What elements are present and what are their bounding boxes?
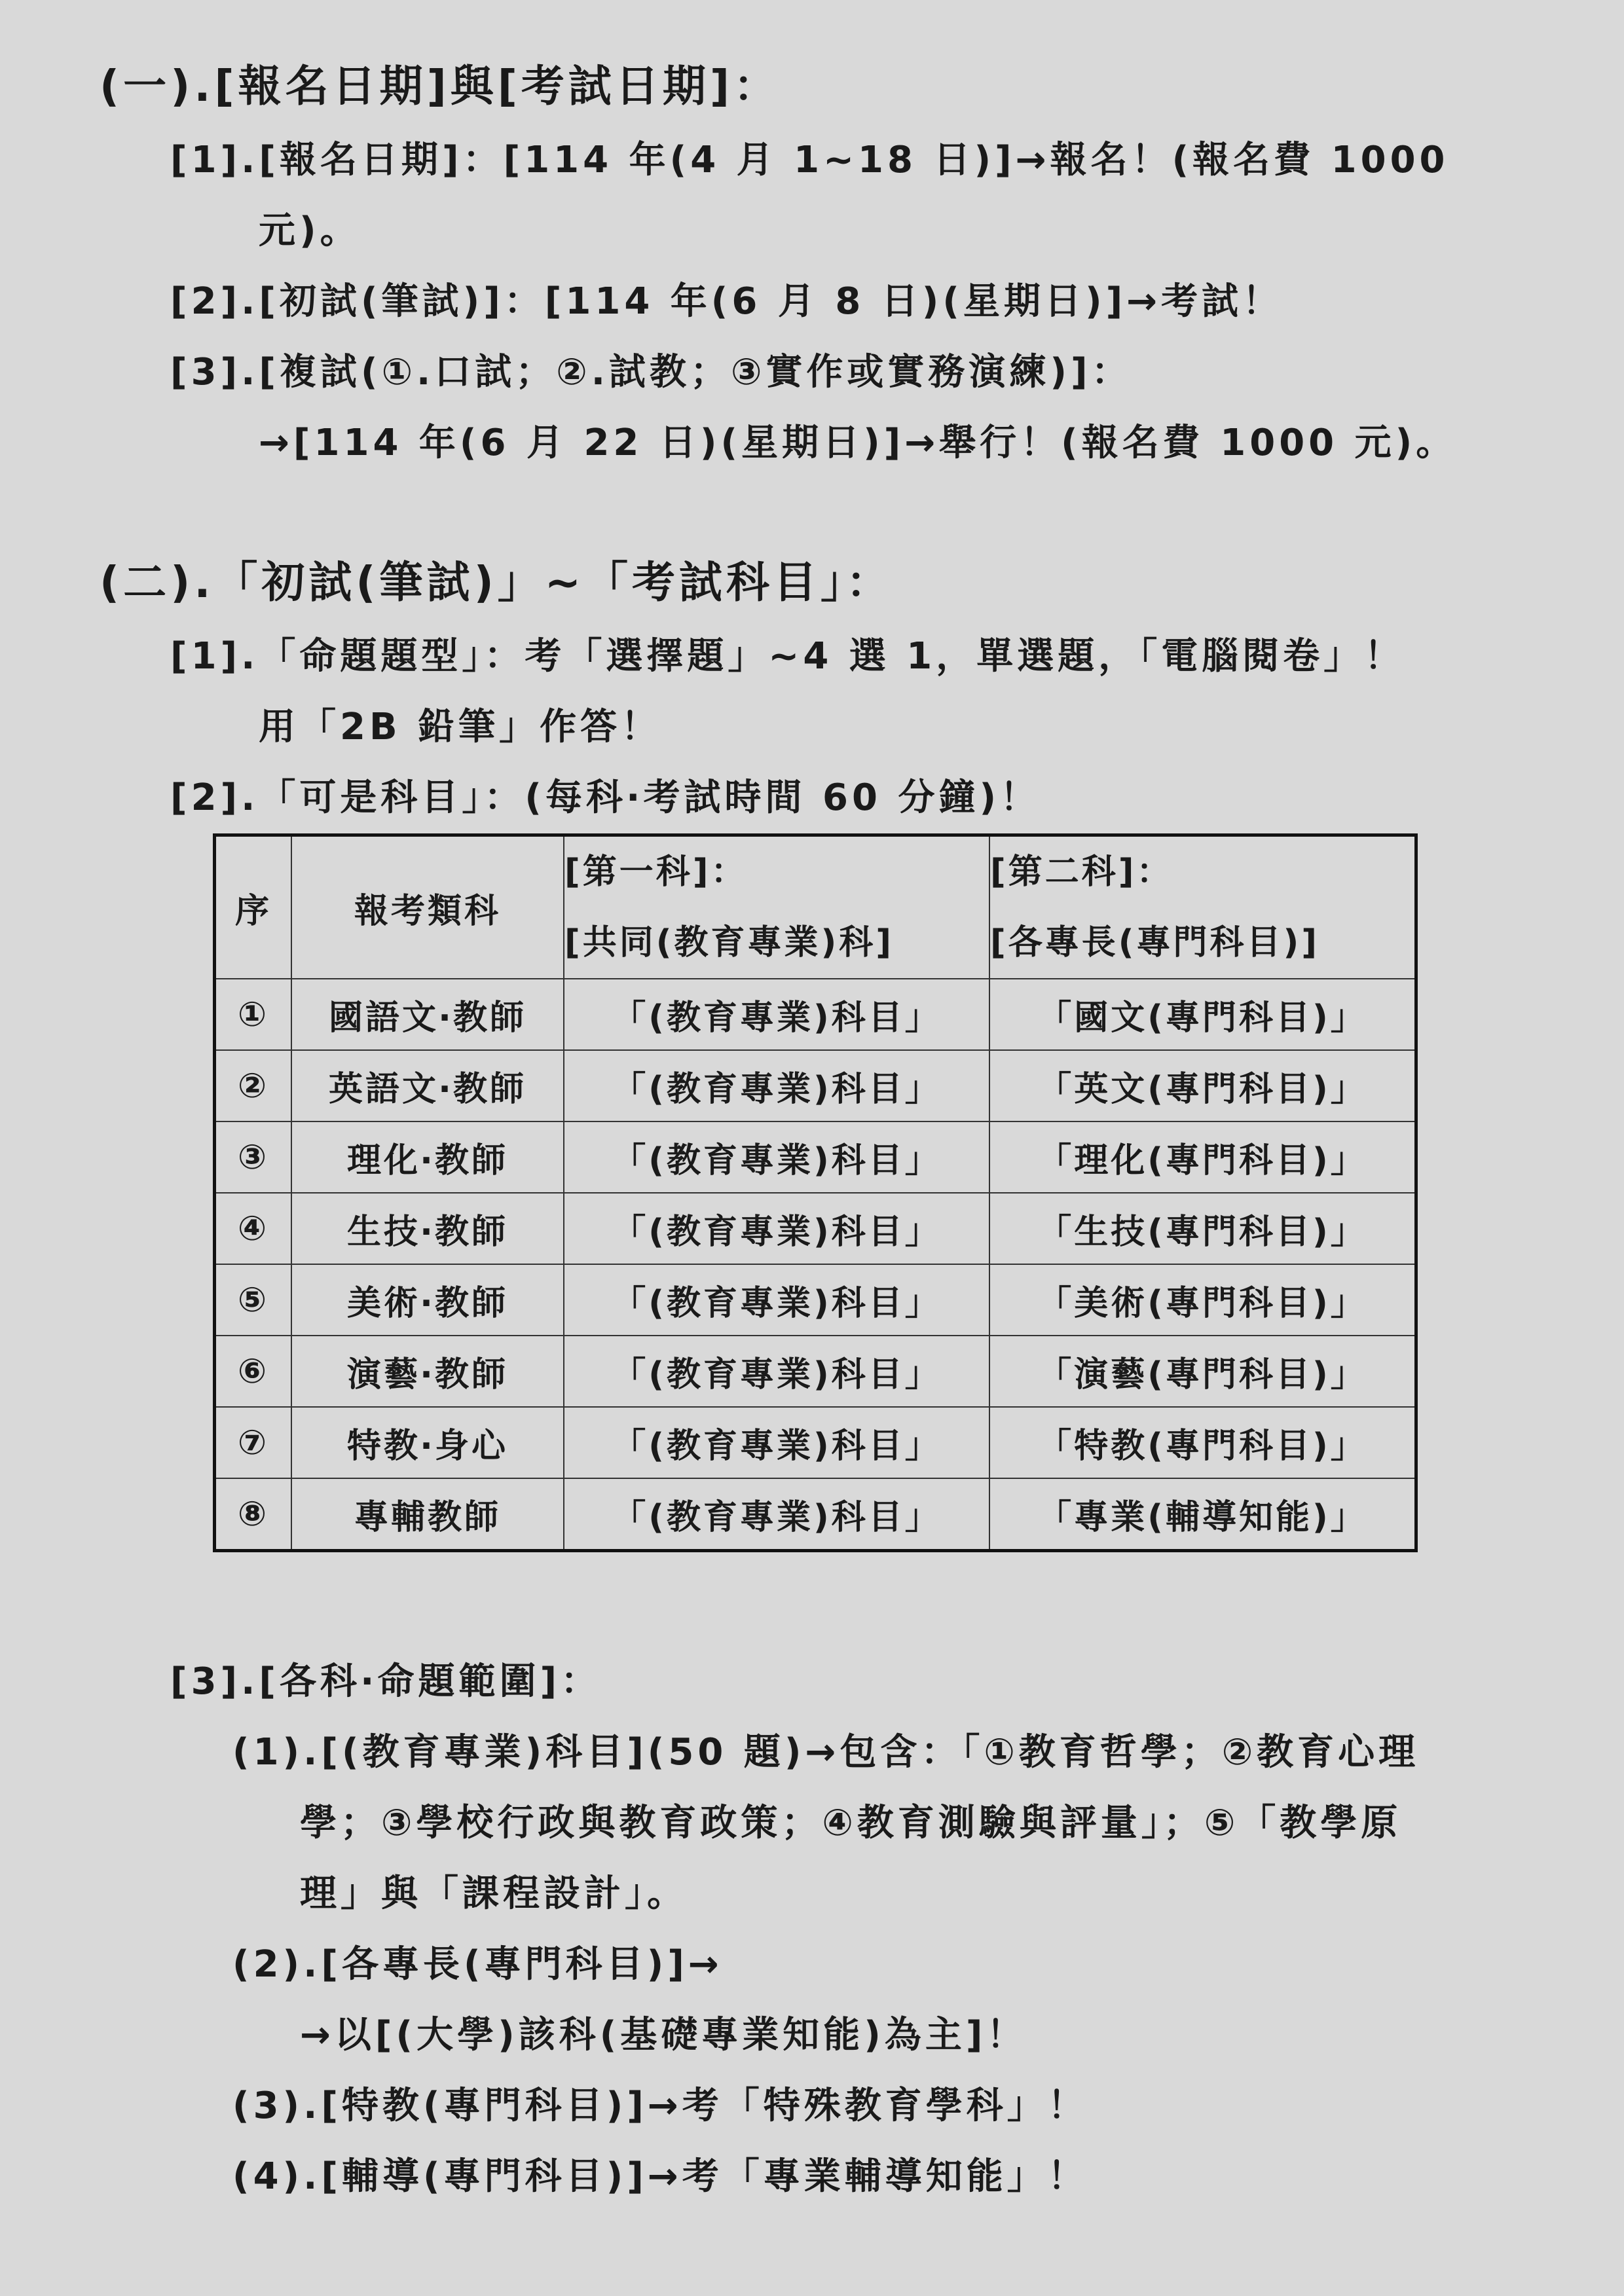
section1-item1: [1].[報名日期]：[114 年(4 月 1~18 日)]→報名！(報名費 1000 xyxy=(170,139,1449,181)
scope-sub2: (2).[各專長(專門科目)]→ xyxy=(232,1943,723,1986)
header-category: 報考類科 xyxy=(291,835,564,979)
row-common-subject: 「(教育專業)科目」 xyxy=(564,1407,989,1478)
row-category: 生技‧教師 xyxy=(291,1193,564,1264)
table-row xyxy=(215,979,1416,1050)
row-common-subject: 「(教育專業)科目」 xyxy=(564,1478,989,1551)
row-common-subject: 「(教育專業)科目」 xyxy=(564,1336,989,1407)
row-category: 特教‧身心 xyxy=(291,1407,564,1478)
header-common-line1: [第一科]： xyxy=(564,852,748,892)
scope-sub1-cont1: 學；③學校行政與教育政策；④教育測驗與評量」；⑤「教學原 xyxy=(300,1802,1402,1844)
row-common-subject: 「(教育專業)科目」 xyxy=(564,1193,989,1264)
row-category: 美術‧教師 xyxy=(291,1264,564,1336)
section2-item3: [3].[各科‧命題範圍]： xyxy=(170,1660,602,1703)
scope-sub2-cont: →以[(大學)該科(基礎專業知能)為主]！ xyxy=(300,2014,1027,2056)
section2-heading: (二).「初試(筆試)」~「考試科目」： xyxy=(100,557,894,608)
section1-item2: [2].[初試(筆試)]：[114 年(6 月 8 日)(星期日)]→考試！ xyxy=(170,280,1283,323)
header-special-subject xyxy=(989,835,1416,979)
row-index: ⑥ xyxy=(215,1336,292,1407)
row-index: ⑧ xyxy=(215,1478,292,1551)
row-index: ① xyxy=(215,979,292,1050)
row-special-subject: 「專業(輔導知能)」 xyxy=(989,1478,1416,1551)
section1-item1-cont: 元)。 xyxy=(259,210,361,252)
table-row xyxy=(215,1407,1416,1478)
row-index: ② xyxy=(215,1050,292,1121)
header-common-subject xyxy=(564,835,989,979)
row-special-subject: 「國文(專門科目)」 xyxy=(989,979,1416,1050)
row-common-subject: 「(教育專業)科目」 xyxy=(564,1050,989,1121)
table-header-row xyxy=(215,835,1416,979)
row-special-subject: 「特教(專門科目)」 xyxy=(989,1407,1416,1478)
subjects-table xyxy=(213,833,1418,1552)
scope-sub1: (1).[(教育專業)科目](50 題)→包含：「①教育哲學；②教育心理 xyxy=(232,1731,1420,1774)
section1-item3-cont: →[114 年(6 月 22 日)(星期日)]→舉行！(報名費 1000 元)。 xyxy=(259,422,1457,464)
row-common-subject: 「(教育專業)科目」 xyxy=(564,979,989,1050)
table-row xyxy=(215,1121,1416,1193)
row-index: ⑦ xyxy=(215,1407,292,1478)
section2-item1-cont: 用「2B 鉛筆」作答！ xyxy=(259,706,662,748)
row-common-subject: 「(教育專業)科目」 xyxy=(564,1264,989,1336)
row-special-subject: 「理化(專門科目)」 xyxy=(989,1121,1416,1193)
row-category: 專輔教師 xyxy=(291,1478,564,1551)
table-row xyxy=(215,1336,1416,1407)
row-special-subject: 「演藝(專門科目)」 xyxy=(989,1336,1416,1407)
header-special-line1: [第二科]： xyxy=(990,852,1173,892)
scope-sub3: (3).[特教(專門科目)]→考「特殊教育學科」！ xyxy=(232,2085,1088,2127)
scope-sub4: (4).[輔導(專門科目)]→考「專業輔導知能」！ xyxy=(232,2155,1088,2198)
table-row xyxy=(215,1193,1416,1264)
table-row xyxy=(215,1478,1416,1551)
header-index: 序 xyxy=(215,835,292,979)
section1-heading: (一).[報名日期]與[考試日期]： xyxy=(100,61,781,111)
header-common-line2: [共同(教育專業)科] xyxy=(564,923,895,962)
row-category: 演藝‧教師 xyxy=(291,1336,564,1407)
row-category: 國語文‧教師 xyxy=(291,979,564,1050)
row-category: 英語文‧教師 xyxy=(291,1050,564,1121)
section1-item3: [3].[複試(①.口試；②.試教；③實作或實務演練)]： xyxy=(170,351,1132,393)
header-special-line2: [各專長(專門科目)] xyxy=(990,923,1320,962)
section2-item1: [1].「命題題型」：考「選擇題」~4 選 1，單選題，「電腦閱卷」！ xyxy=(170,635,1405,678)
row-category: 理化‧教師 xyxy=(291,1121,564,1193)
row-index: ⑤ xyxy=(215,1264,292,1336)
row-common-subject: 「(教育專業)科目」 xyxy=(564,1121,989,1193)
scope-sub1-cont2: 理」與「課程設計」。 xyxy=(300,1872,688,1915)
row-index: ③ xyxy=(215,1121,292,1193)
row-index: ④ xyxy=(215,1193,292,1264)
table-row xyxy=(215,1050,1416,1121)
row-special-subject: 「生技(專門科目)」 xyxy=(989,1193,1416,1264)
table-row xyxy=(215,1264,1416,1336)
row-special-subject: 「英文(專門科目)」 xyxy=(989,1050,1416,1121)
section2-item2: [2].「可是科目」：(每科‧考試時間 60 分鐘)！ xyxy=(170,776,1041,819)
row-special-subject: 「美術(專門科目)」 xyxy=(989,1264,1416,1336)
